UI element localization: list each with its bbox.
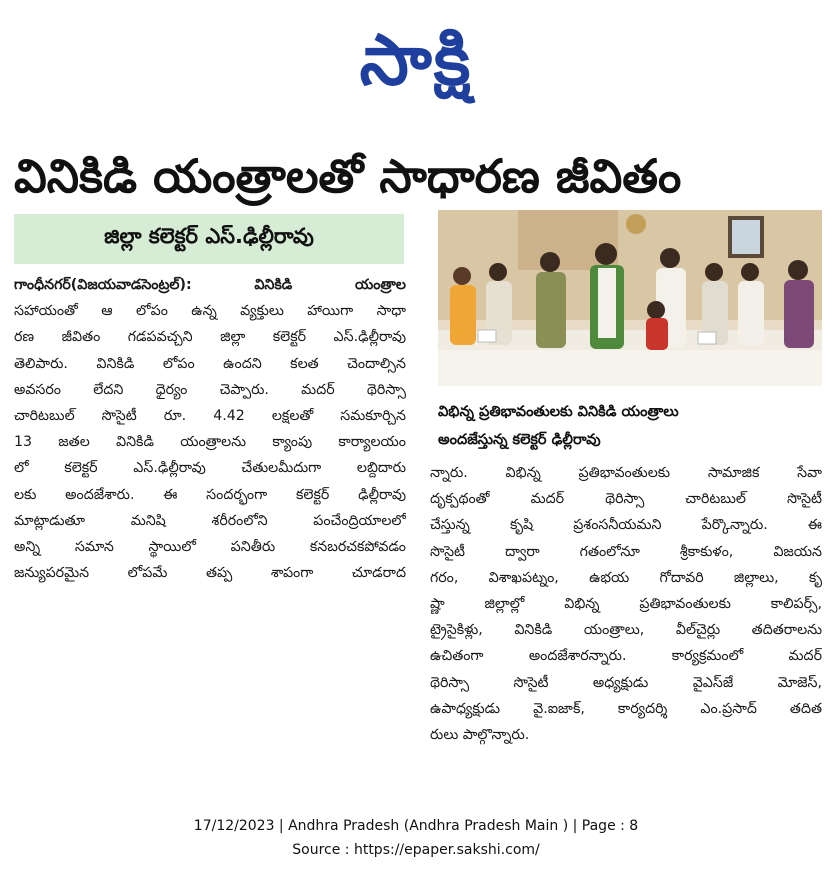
article-line: గరం, విశాఖపట్నం, ఉభయ గోదావరి జిల్లాలు, కృ <box>430 569 822 586</box>
byline-text: జిల్లా కలెక్టర్ ఎస్.ఢిల్లీరావు <box>104 224 314 248</box>
article-line: జన్యుపరమైన లోపమే తప్ప శాపంగా చూడరాద <box>14 565 406 582</box>
article-line: సహాయంతో ఆ లోపం ఉన్న వ్యక్తులు హాయిగా సాధా <box>14 303 406 320</box>
article-line: రణ జీవితం గడపవచ్చని జిల్లా కలెక్టర్ ఎస్.ఢిల్లీరావు <box>14 329 406 346</box>
footer-dateline: 17/12/2023 | Andhra Pradesh (Andhra Pradesh Main ) | Page : 8 <box>193 818 639 834</box>
article-line: చేస్తున్న కృషి ప్రశంసనీయమని పేర్కొన్నారు. ఈ <box>430 517 822 534</box>
article-line: మాట్లాడుతూ మనిషి శరీరంలోని పంచేంద్రియాలలో <box>14 512 406 529</box>
article-line: న్నారు. విభిన్న ప్రతిభావంతులకు సామాజిక సేవా <box>430 465 822 481</box>
article-line: దృక్పథంతో మదర్ థెరిస్సా చారిటబుల్ సొసైటీ <box>430 491 822 508</box>
photo-caption <box>438 398 822 454</box>
article-line: ఉచితంగా అందజేశారన్నారు. కార్యక్రమంలో మదర్ <box>430 648 822 665</box>
news-photo-illustration <box>438 210 822 386</box>
photo-caption-line: విభిన్న ప్రతిభావంతులకు వినికిడి యంత్రాలు <box>438 404 679 420</box>
article-line: ష్ణా జిల్లాల్లో విభిన్న ప్రతిభావంతులకు కాలిపర్స్, <box>430 595 822 612</box>
article-line: లకు అందజేశారు. ఈ సందర్భంగా కలెక్టర్ ఢిల్లీరావు <box>14 486 406 503</box>
page-footer <box>0 814 832 862</box>
article-line: చారిటబుల్ సొసైటీ రూ. 4.42 లక్షలతో సమకూర్చిన <box>14 407 406 424</box>
masthead-logo <box>300 14 532 106</box>
article-line: థెరిస్సా సొసైటీ అధ్యక్షుడు వైఎస్‌జే మోజెస్, <box>430 674 822 691</box>
article-line: తెలిపారు. వినికిడి లోపం ఉందని కలత చెందాల్సిన <box>14 355 406 372</box>
article-line: సొసైటీ ద్వారా గతంలోనూ శ్రీకాకుళం, విజయన <box>430 543 822 560</box>
article-column-left <box>14 272 406 586</box>
article-line: 13 జతల వినికిడి యంత్రాలను క్యాంపు కార్యాలయం <box>14 434 406 451</box>
news-photo <box>438 210 822 386</box>
article-line: అవసరం లేదని ధైర్యం చెప్పారు. మదర్ థెరిస్సా <box>14 381 406 398</box>
article-column-right <box>430 460 822 748</box>
article-line: గాంధీనగర్(విజయవాడసెంట్రల్): వినికిడి యంత్రాల <box>14 277 406 293</box>
article-line: అన్ని సమాన స్థాయిలో పనితీరు కనబరచకపోవడం <box>14 538 406 555</box>
byline-box <box>14 214 404 264</box>
article-line: రులు పాల్గొన్నారు. <box>430 726 530 743</box>
article-line: ఉపాధ్యక్షుడు వై.ఐజాక్, కార్యదర్శి ఎం.ప్రసాద్ తదిత <box>430 700 822 717</box>
article-line: ట్రైసైకిళ్లు, వినికిడి యంత్రాలు, వీల్‌చైర్లు తదితరాలను <box>430 622 822 639</box>
footer-source: Source : https://epaper.sakshi.com/ <box>292 842 540 858</box>
masthead-logo-text: సాక్షి <box>359 19 473 101</box>
article-headline: వినికిడి యంత్రాలతో సాధారణ జీవితం <box>14 149 682 203</box>
article-line: లో కలెక్టర్ ఎస్.ఢిల్లీరావు చేతులమీదుగా లబ్దిదారు <box>14 460 406 477</box>
photo-caption-line: అందజేస్తున్న కలెక్టర్ ఢిల్లీరావు <box>438 432 601 448</box>
